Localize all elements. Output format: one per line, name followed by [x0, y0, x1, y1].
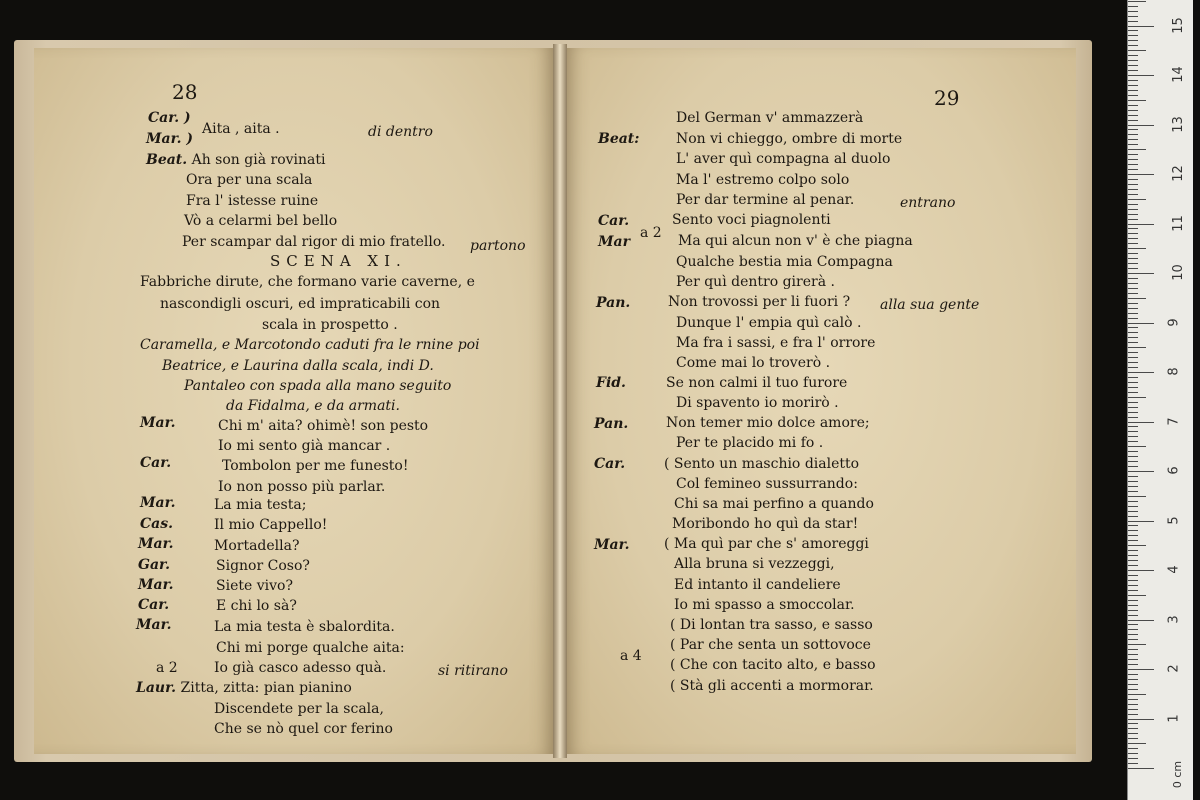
ruler-tick: [1128, 332, 1138, 333]
ruler-tick: [1128, 644, 1146, 645]
left-page-number: 28: [172, 80, 198, 104]
ruler-number: 10: [1170, 264, 1186, 281]
ruler-tick: [1128, 11, 1138, 12]
ruler-tick: [1128, 624, 1138, 625]
ruler-number: 13: [1170, 115, 1186, 133]
ruler-tick: [1128, 422, 1154, 423]
ruler-tick: [1128, 392, 1138, 393]
verse-line: Io mi sento già mancar .: [218, 438, 391, 454]
ruler-tick: [1128, 506, 1138, 507]
verse-line: Che se nò quel cor ferino: [214, 721, 393, 737]
ruler-tick: [1128, 664, 1138, 665]
ruler-tick: [1128, 525, 1138, 526]
ruler-tick: [1128, 704, 1138, 705]
ruler-tick: [1128, 545, 1146, 546]
speaker-label: Pan.: [596, 295, 631, 311]
ruler-tick: [1128, 6, 1138, 7]
verse-line: Qualche bestia mia Compagna: [676, 254, 893, 270]
verse-line: Io non posso più parlar.: [218, 479, 386, 495]
ruler-unit-label: 0 cm: [1171, 760, 1185, 789]
right-page-number: 29: [934, 86, 960, 110]
ruler-tick: [1128, 679, 1138, 680]
verse-line: Di spavento io morirò .: [676, 395, 839, 411]
speaker-label: Car. ): [148, 110, 191, 126]
ruler-tick: [1128, 308, 1138, 309]
verse-line: Chi mi porge qualche aita:: [216, 640, 405, 656]
ruler-tick: [1128, 159, 1138, 160]
speaker-label: Car.: [598, 213, 630, 229]
ruler-number: 1: [1166, 713, 1182, 723]
ruler-tick: [1128, 55, 1138, 56]
ruler-tick: [1128, 263, 1138, 264]
ruler-tick: [1128, 169, 1138, 170]
ruler-number: 4: [1166, 565, 1182, 574]
ruler-tick: [1128, 40, 1138, 41]
ruler-tick: [1128, 550, 1138, 551]
stage-direction: entrano: [900, 195, 956, 211]
verse-line: Fabbriche dirute, che formano varie caverne, e: [140, 274, 475, 290]
ruler-tick: [1128, 377, 1138, 378]
ruler-tick: [1128, 90, 1138, 91]
speaker-label: Beat:: [598, 131, 640, 147]
ruler-number: 14: [1170, 66, 1186, 83]
verse-text: Zitta, zitta: pian pianino: [176, 680, 352, 696]
ruler-tick: [1128, 600, 1138, 601]
ruler-tick: [1128, 80, 1138, 81]
verse-line: Ora per una scala: [186, 172, 313, 188]
ruler-tick: [1128, 35, 1138, 36]
stage-direction: partono: [470, 238, 526, 254]
verse-line: nascondigli oscuri, ed impraticabili con: [160, 296, 441, 312]
ruler-number: 5: [1166, 515, 1182, 525]
ruler-tick: [1128, 748, 1138, 749]
ruler-tick: [1128, 575, 1138, 576]
speaker-label: Gar.: [138, 557, 170, 573]
speaker-label: Mar.: [136, 617, 172, 633]
speaker-label: Car.: [594, 456, 626, 472]
ruler-tick: [1128, 417, 1138, 418]
speaker-label: Cas.: [140, 516, 173, 532]
ruler-tick: [1128, 481, 1138, 482]
verse-line: ( Par che senta un sottovoce: [670, 637, 871, 653]
ruler-tick: [1128, 669, 1154, 670]
ruler-tick: [1128, 154, 1138, 155]
ruler-tick: [1128, 164, 1138, 165]
ruler-tick: [1128, 60, 1138, 61]
ruler-tick: [1128, 238, 1138, 239]
ruler-tick: [1128, 258, 1138, 259]
ruler-tick: [1128, 283, 1138, 284]
verse-line: Sento voci piagnolenti: [672, 212, 831, 228]
ruler-tick: [1128, 659, 1138, 660]
ruler-tick: [1128, 595, 1146, 596]
speaker-label: Mar. ): [146, 131, 194, 147]
ruler-tick: [1128, 694, 1146, 695]
verse-line: ( Che con tacito alto, e basso: [670, 657, 876, 673]
ruler-tick: [1128, 555, 1138, 556]
ruler-tick: [1128, 407, 1138, 408]
ruler-tick: [1128, 689, 1138, 690]
ruler-tick: [1128, 100, 1146, 101]
ruler-tick: [1128, 30, 1138, 31]
ruler-tick: [1128, 149, 1146, 150]
verse-line: Per quì dentro girerà .: [676, 274, 835, 290]
speaker-label: Car.: [140, 455, 172, 471]
ruler-tick: [1128, 313, 1138, 314]
ruler-tick: [1128, 728, 1138, 729]
verse-line: [136, 680, 352, 696]
ruler-tick: [1128, 288, 1138, 289]
ruler-number: 3: [1166, 614, 1182, 624]
ruler-tick: [1128, 110, 1138, 111]
ruler-tick: [1128, 347, 1146, 348]
ruler-tick: [1128, 476, 1138, 477]
ruler-tick: [1128, 516, 1138, 517]
verse-line: Ed intanto il candeliere: [674, 577, 841, 593]
verse-line: La mia testa;: [214, 497, 307, 513]
ruler-tick: [1128, 115, 1138, 116]
ruler-tick: [1128, 105, 1138, 106]
ruler-tick: [1128, 441, 1138, 442]
verse-line: scala in prospetto .: [262, 317, 398, 333]
ruler-tick: [1128, 16, 1138, 17]
verse-line: a 2: [156, 660, 178, 676]
ruler-tick: [1128, 471, 1154, 472]
ruler-tick: [1128, 248, 1146, 249]
ruler-tick: [1128, 139, 1138, 140]
ruler-tick: [1128, 733, 1138, 734]
ruler-tick: [1128, 303, 1138, 304]
ruler-tick: [1128, 565, 1138, 566]
ruler-tick: [1128, 560, 1138, 561]
speaker-label: Mar: [598, 234, 630, 250]
speaker-label: Mar.: [138, 536, 174, 552]
ruler-tick: [1128, 50, 1146, 51]
ruler-tick: [1128, 501, 1138, 502]
ruler-tick: [1128, 436, 1138, 437]
ruler-tick: [1128, 357, 1138, 358]
ruler-tick: [1128, 530, 1138, 531]
ruler-tick: [1128, 352, 1138, 353]
ruler-tick: [1128, 214, 1138, 215]
verse-line: Se non calmi il tuo furore: [666, 375, 848, 391]
verse-line: Ma fra i sassi, e fra l' orrore: [676, 335, 876, 351]
ruler-tick: [1128, 511, 1138, 512]
verse-line: ( Ma quì par che s' amoreggi: [664, 536, 869, 552]
ruler-tick: [1128, 85, 1138, 86]
verse-line: a 4: [620, 648, 642, 664]
ruler-tick: [1128, 674, 1138, 675]
ruler-tick: [1128, 521, 1154, 522]
verse-line: Del German v' ammazzerà: [676, 110, 864, 126]
ruler-tick: [1128, 189, 1138, 190]
verse-line: a 2: [640, 225, 662, 241]
verse-line: Discendete per la scala,: [214, 701, 384, 717]
ruler-tick: [1128, 253, 1138, 254]
ruler-number: 2: [1166, 664, 1182, 673]
ruler-tick: [1128, 184, 1138, 185]
ruler-tick: [1128, 753, 1138, 754]
ruler-tick: [1128, 382, 1138, 383]
ruler-tick: [1128, 654, 1138, 655]
speaker-label: Beat.: [146, 152, 188, 168]
verse-line: Il mio Cappello!: [214, 517, 328, 533]
ruler-tick: [1128, 367, 1138, 368]
speaker-label: Mar.: [140, 415, 176, 431]
ruler-tick: [1128, 372, 1154, 373]
verse-line: Col femineo sussurrando:: [676, 476, 858, 492]
verse-line: Signor Coso?: [216, 558, 310, 574]
ruler-tick: [1128, 719, 1154, 720]
ruler-tick: [1128, 570, 1154, 571]
ruler-tick: [1128, 387, 1138, 388]
ruler-tick: [1128, 95, 1138, 96]
stage-direction: Beatrice, e Laurina dalla scala, indi D.: [162, 358, 434, 374]
ruler-tick: [1128, 590, 1138, 591]
verse-line: ( Di lontan tra sasso, e sasso: [670, 617, 873, 633]
ruler-tick: [1128, 768, 1154, 769]
stage-direction: Caramella, e Marcotondo caduti fra le rnine poi: [140, 337, 480, 353]
ruler-tick: [1128, 228, 1138, 229]
ruler-tick: [1128, 615, 1138, 616]
ruler-tick: [1128, 684, 1138, 685]
ruler-tick: [1128, 268, 1138, 269]
ruler-tick: [1128, 65, 1138, 66]
ruler-tick: [1128, 323, 1154, 324]
verse-line: Fra l' istesse ruine: [186, 193, 319, 209]
ruler-tick: [1128, 456, 1138, 457]
ruler-tick: [1128, 144, 1138, 145]
verse-line: La mia testa è sbalordita.: [214, 619, 395, 635]
speaker-label: Mar.: [140, 495, 176, 511]
ruler-tick: [1128, 496, 1146, 497]
verse-line: ( Stà gli accenti a mormorar.: [670, 678, 874, 694]
ruler-tick: [1128, 342, 1138, 343]
verse-line: ( Sento un maschio dialetto: [664, 456, 860, 472]
ruler-tick: [1128, 337, 1138, 338]
ruler-tick: [1128, 243, 1138, 244]
ruler-tick: [1128, 431, 1138, 432]
stage-direction: Pantaleo con spada alla mano seguito: [184, 378, 452, 394]
speaker-label: Pan.: [594, 416, 629, 432]
ruler-tick: [1128, 540, 1138, 541]
verse-text: Ah son già rovinati: [187, 152, 326, 168]
ruler-tick: [1128, 723, 1138, 724]
ruler-tick: [1128, 174, 1154, 175]
ruler-number: 7: [1166, 416, 1182, 426]
verse-line: Per te placido mi fo .: [676, 435, 824, 451]
stage-direction: da Fidalma, e da armati.: [226, 398, 400, 414]
ruler-tick: [1128, 26, 1154, 27]
ruler-tick: [1128, 649, 1138, 650]
speaker-label: Mar.: [594, 537, 630, 553]
ruler-tick: [1128, 763, 1138, 764]
verse-line: Mortadella?: [214, 538, 300, 554]
ruler-tick: [1128, 580, 1138, 581]
ruler-tick: [1128, 491, 1138, 492]
ruler-tick: [1128, 209, 1138, 210]
ruler-tick: [1128, 758, 1138, 759]
verse-line: Ma l' estremo colpo solo: [676, 172, 850, 188]
ruler-tick: [1128, 21, 1138, 22]
ruler-tick: [1128, 70, 1138, 71]
verse-line: L' aver quì compagna al duolo: [676, 151, 891, 167]
verse-line: Alla bruna si vezzeggi,: [674, 556, 835, 572]
verse-line: Per scampar dal rigor di mio fratello.: [182, 234, 446, 250]
verse-line: Chi m' aita? ohimè! son pesto: [218, 418, 429, 434]
speaker-label: Car.: [138, 597, 170, 613]
ruler-number: 11: [1170, 214, 1186, 232]
ruler-tick: [1128, 204, 1138, 205]
scene-heading: SCENA XI.: [270, 252, 407, 270]
verse-line: Non trovossi per li fuori ?: [668, 294, 851, 310]
ruler-tick: [1128, 1, 1146, 2]
stage-direction: di dentro: [368, 124, 433, 140]
ruler-tick: [1128, 278, 1138, 279]
stage-direction: alla sua gente: [880, 297, 980, 313]
verse-line: Come mai lo troverò .: [676, 355, 831, 371]
ruler-tick: [1128, 446, 1146, 447]
ruler-tick: [1128, 125, 1154, 126]
verse-line: Chi sa mai perfino a quando: [674, 496, 874, 512]
verse-line: Aita , aita .: [202, 121, 280, 137]
ruler-tick: [1128, 45, 1138, 46]
ruler-tick: [1128, 535, 1138, 536]
verse-line: Per dar termine al penar.: [676, 192, 855, 208]
ruler-tick: [1128, 634, 1138, 635]
ruler-tick: [1128, 233, 1138, 234]
verse-line: Ma qui alcun non v' è che piagna: [678, 233, 913, 249]
ruler-tick: [1128, 486, 1138, 487]
book-gutter: [553, 44, 567, 758]
ruler-tick: [1128, 709, 1138, 710]
ruler-tick: [1128, 714, 1138, 715]
ruler-tick: [1128, 402, 1138, 403]
ruler-tick: [1128, 461, 1138, 462]
verse-line: Non temer mio dolce amore;: [666, 415, 870, 431]
ruler-tick: [1128, 629, 1138, 630]
ruler-tick: [1128, 451, 1138, 452]
ruler-tick: [1128, 134, 1138, 135]
ruler-tick: [1128, 743, 1146, 744]
verse-line: Dunque l' empia quì calò .: [676, 315, 862, 331]
ruler-tick: [1128, 397, 1146, 398]
verse-line: Io mi spasso a smoccolar.: [674, 597, 855, 613]
verse-line: Tombolon per me funesto!: [222, 458, 409, 474]
verse-line: Non vi chieggo, ombre di morte: [676, 131, 903, 147]
ruler-tick: [1128, 585, 1138, 586]
ruler-tick: [1128, 639, 1138, 640]
ruler-tick: [1128, 362, 1138, 363]
ruler-number: 12: [1170, 165, 1186, 182]
measurement-ruler: [1127, 0, 1193, 800]
ruler-tick: [1128, 620, 1154, 621]
ruler-tick: [1128, 199, 1146, 200]
verse-line: E chi lo sà?: [216, 598, 297, 614]
ruler-tick: [1128, 605, 1138, 606]
ruler-tick: [1128, 318, 1138, 319]
speaker-label: Fid.: [596, 375, 626, 391]
ruler-tick: [1128, 738, 1138, 739]
ruler-tick: [1128, 120, 1138, 121]
ruler-tick: [1128, 426, 1138, 427]
ruler-tick: [1128, 224, 1154, 225]
ruler-tick: [1128, 412, 1138, 413]
ruler-tick: [1128, 298, 1146, 299]
ruler-number: 6: [1166, 466, 1182, 475]
ruler-number: 15: [1170, 16, 1186, 34]
verse-line: Siete vivo?: [216, 578, 293, 594]
speaker-label: Mar.: [138, 577, 174, 593]
ruler-tick: [1128, 129, 1138, 130]
ruler-tick: [1128, 75, 1154, 76]
ruler-tick: [1128, 466, 1138, 467]
ruler-tick: [1128, 219, 1138, 220]
ruler-number: 9: [1166, 317, 1182, 327]
ruler-tick: [1128, 293, 1138, 294]
ruler-tick: [1128, 194, 1138, 195]
ruler-tick: [1128, 699, 1138, 700]
ruler-tick: [1128, 327, 1138, 328]
verse-line: Moribondo ho quì da star!: [672, 516, 859, 532]
speaker-label: Laur.: [136, 680, 177, 696]
verse-line: Vò a celarmi bel bello: [184, 213, 338, 229]
verse-line: Io già casco adesso quà.: [214, 660, 387, 676]
ruler-tick: [1128, 610, 1138, 611]
verse-line: [146, 152, 325, 168]
stage-direction: si ritirano: [438, 663, 508, 679]
ruler-number: 8: [1166, 367, 1182, 376]
ruler-tick: [1128, 179, 1138, 180]
ruler-tick: [1128, 273, 1154, 274]
